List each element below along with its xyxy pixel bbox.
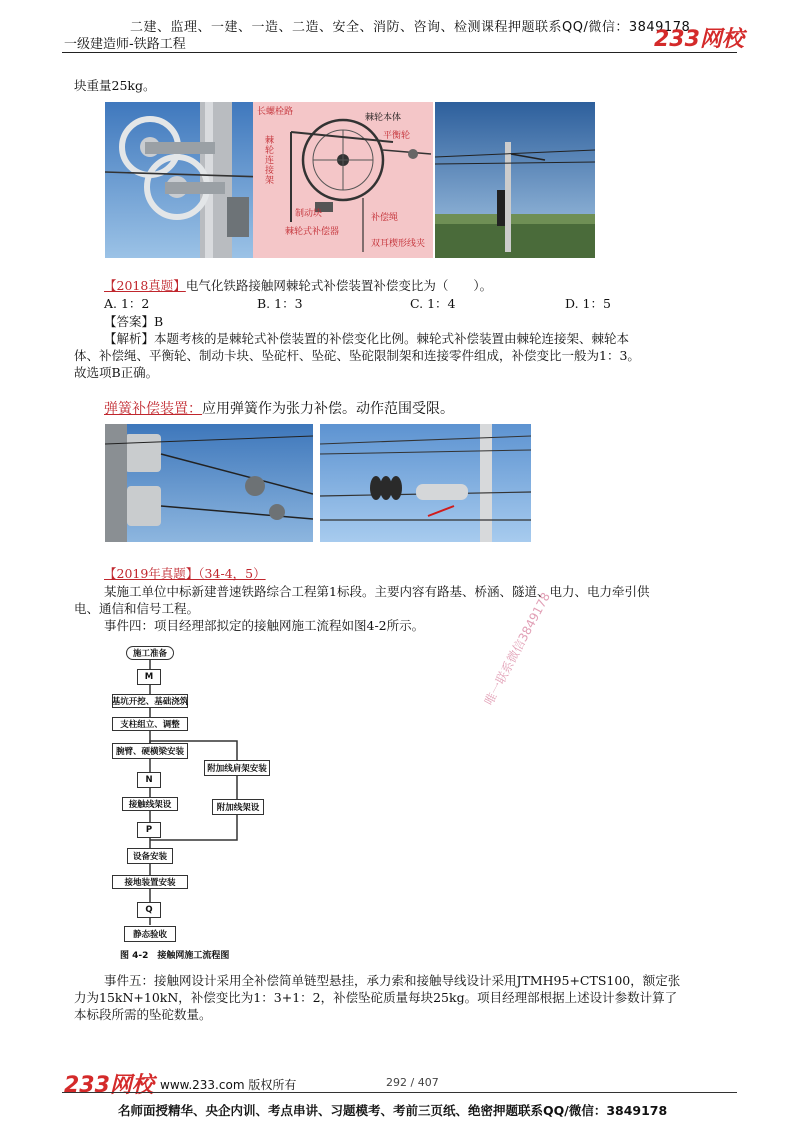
diagram-label: 补偿绳 bbox=[371, 213, 399, 223]
footer-divider bbox=[62, 1092, 737, 1093]
q2019-para1-line2: 电、通信和信号工程。 bbox=[74, 601, 200, 616]
flow-step-grounding: 接地装置安装 bbox=[112, 875, 188, 889]
spring-photo-left bbox=[105, 424, 313, 542]
header-subject: 一级建造师-铁路工程 bbox=[64, 37, 186, 52]
q2018-analysis-line2: 体、补偿绳、平衡轮、制动卡块、坠砣杆、坠砣、坠砣限制架和连接零件组成，补偿变比一般为1：3。 bbox=[74, 348, 640, 363]
spring-description: 应用弹簧作为张力补偿。动作范围受限。 bbox=[202, 401, 454, 417]
q2018-answer: 【答案】B bbox=[104, 314, 164, 329]
diagram-label: 长螺栓路 bbox=[257, 107, 294, 117]
diagram-label: 棘轮式补偿器 bbox=[285, 227, 340, 237]
footer-site: www.233.com 版权所有 bbox=[160, 1078, 297, 1092]
diagram-label: 棘轮本体 bbox=[365, 113, 402, 123]
q2019-para1-line1: 某施工单位中标新建普速铁路综合工程第1标段。主要内容有路基、桥涵、隧道、电力、电力牵引供 bbox=[104, 584, 650, 599]
flow-step-n: N bbox=[137, 772, 161, 788]
q2018-tag: 【2018真题】 bbox=[104, 278, 186, 293]
flow-side-wire: 附加线架设 bbox=[212, 799, 264, 815]
footer-logo: 233网校 bbox=[64, 1073, 154, 1098]
q2018-option-c: C. 1：4 bbox=[410, 296, 456, 311]
q2018-analysis-line1: 【解析】本题考核的是棘轮式补偿装置的补偿变化比例。棘轮式补偿装置由棘轮连接架、棘轮本 bbox=[104, 331, 630, 346]
flow-step-q: Q bbox=[137, 902, 161, 918]
diagram-label: 双耳楔形线夹 bbox=[371, 239, 426, 249]
q2018-option-a: A. 1：2 bbox=[104, 296, 150, 311]
catenary-photo-right bbox=[435, 102, 595, 258]
flow-step-prep: 施工准备 bbox=[126, 646, 174, 660]
q2018-stem bbox=[104, 278, 492, 294]
spring-section-heading bbox=[104, 398, 454, 418]
flow-side-bracket: 附加线肩架安装 bbox=[204, 760, 270, 776]
flow-step-cantilever: 腕臂、硬横梁安装 bbox=[112, 743, 188, 759]
event5-line3: 本标段所需的坠砣数量。 bbox=[74, 1007, 212, 1022]
flow-step-contact-wire: 接触线架设 bbox=[122, 797, 178, 811]
ratchet-compensator-diagram bbox=[253, 102, 433, 258]
ratchet-photo-left bbox=[105, 102, 265, 258]
intro-text: 块重量25kg。 bbox=[74, 78, 156, 93]
footer-promo: 名师面授精华、央企内训、考点串讲、习题模考、考前三页纸、绝密押题联系QQ/微信：3849178 bbox=[118, 1103, 668, 1118]
flow-step-m: M bbox=[137, 669, 161, 685]
flow-step-equipment: 设备安装 bbox=[127, 848, 173, 864]
flow-step-static-acceptance: 静态验收 bbox=[124, 926, 176, 942]
flow-step-pole: 支柱组立、调整 bbox=[112, 717, 188, 731]
spring-photo-right bbox=[320, 424, 531, 542]
q2018-option-d: D. 1：5 bbox=[565, 296, 611, 311]
q2019-tag: 【2019年真题】（34-4，5） bbox=[104, 566, 266, 581]
header-divider bbox=[62, 52, 737, 53]
q2018-analysis-line3: 故选项B正确。 bbox=[74, 365, 159, 380]
q2018-option-b: B. 1：3 bbox=[257, 296, 303, 311]
flow-step-foundation: 基坑开挖、基础浇筑 bbox=[112, 694, 188, 708]
diagram-label: 棘轮连接架 bbox=[265, 136, 275, 186]
flowchart-caption: 图 4-2 接触网施工流程图 bbox=[120, 951, 230, 961]
watermark: 唯一联系微信3849178 bbox=[481, 590, 554, 708]
spring-title: 弹簧补偿装置： bbox=[104, 401, 202, 417]
event5-line2: 力为15kN+10kN，补偿变比为1：3+1：2，补偿坠砣质量每块25kg。项目经理部根据上述设计参数计算了 bbox=[74, 990, 678, 1005]
diagram-label: 平衡轮 bbox=[383, 131, 411, 141]
event5-line1: 事件五：接触网设计采用全补偿简单链型悬挂，承力索和接触导线设计采用JTMH95+CTS100，额定张 bbox=[104, 973, 681, 988]
diagram-label: 制动块 bbox=[295, 209, 323, 219]
q2019-event4: 事件四：项目经理部拟定的接触网施工流程如图4-2所示。 bbox=[104, 618, 425, 633]
header-logo: 233网校 bbox=[654, 27, 744, 52]
flow-step-p: P bbox=[137, 822, 161, 838]
q2018-question: 电气化铁路接触网棘轮式补偿装置补偿变比为（ ）。 bbox=[185, 278, 493, 293]
header-contact: 二建、监理、一建、一造、二造、安全、消防、咨询、检测课程押题联系QQ/微信：3849178 bbox=[130, 20, 691, 35]
page-number: 292 / 407 bbox=[386, 1076, 439, 1089]
